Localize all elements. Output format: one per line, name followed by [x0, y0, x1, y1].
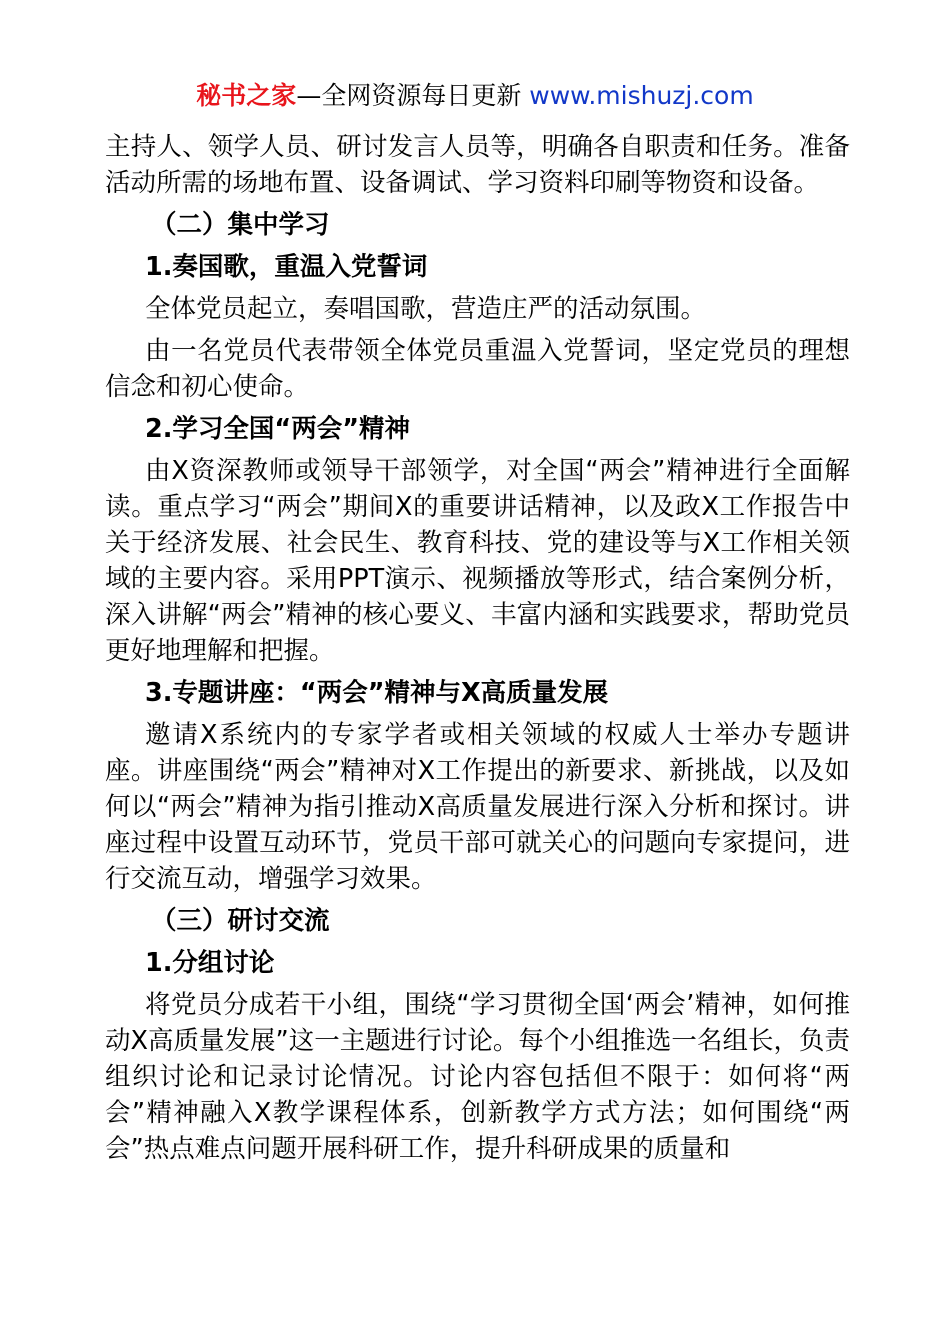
subheading-group-discussion: 1.分组讨论	[145, 948, 275, 978]
paragraph-two-sessions: 由X资深教师或领导干部领学，对全国“两会”精神进行全面解读。重点学习“两会”期间X的重要讲话精神，以及政X工作报告中关于经济发展、社会民生、教育科技、党的建设等与X工作相关领域的主要内容。采用PPT演示、视频播放等形式，结合案例分析，深入讲解“两会”精神的核心要义、丰富内涵和实践要求，帮助党员更好地理解和把握。	[105, 456, 850, 666]
paragraph-lecture: 邀请X系统内的专家学者或相关领域的权威人士举办专题讲座。讲座围绕“两会”精神对X工作提出的新要求、新挑战，以及如何以“两会”精神为指引推动X高质量发展进行深入分析和探讨。讲座过程中设置互动环节，党员干部可就关心的问题向专家提问，进行交流互动，增强学习效果。	[105, 720, 850, 894]
site-url[interactable]: www.mishuzj.com	[529, 81, 754, 110]
subheading-two-sessions: 2.学习全国“两会”精神	[145, 414, 410, 444]
header-slogan: —全网资源每日更新	[296, 81, 522, 110]
subheading-anthem: 1.奏国歌，重温入党誓词	[145, 252, 428, 282]
paragraph-group-discussion: 将党员分成若干小组，围绕“学习贯彻全国‘两会’精神，如何推动X高质量发展”这一主题进行讨论。每个小组推选一名组长，负责组织讨论和记录讨论情况。讨论内容包括但不限于：如何将“两会”精神融入X教学课程体系，创新教学方式方法；如何围绕“两会”热点难点问题开展科研工作，提升科研成果的质量和	[105, 990, 850, 1164]
paragraph-anthem: 全体党员起立，奏唱国歌，营造庄严的活动氛围。	[145, 294, 707, 324]
section-heading-discussion: （三）研讨交流	[151, 906, 330, 936]
document-body	[105, 129, 850, 1173]
paragraph-oath: 由一名党员代表带领全体党员重温入党誓词，坚定党员的理想信念和初心使命。	[105, 336, 850, 402]
site-header	[0, 78, 950, 114]
paragraph-prep: 主持人、领学人员、研讨发言人员等，明确各自职责和任务。准备活动所需的场地布置、设备调试、学习资料印刷等物资和设备。	[105, 132, 850, 198]
section-heading-study: （二）集中学习	[151, 210, 330, 240]
brand-name: 秘书之家	[196, 81, 297, 110]
subheading-lecture: 3.专题讲座：“两会”精神与X高质量发展	[145, 678, 609, 708]
